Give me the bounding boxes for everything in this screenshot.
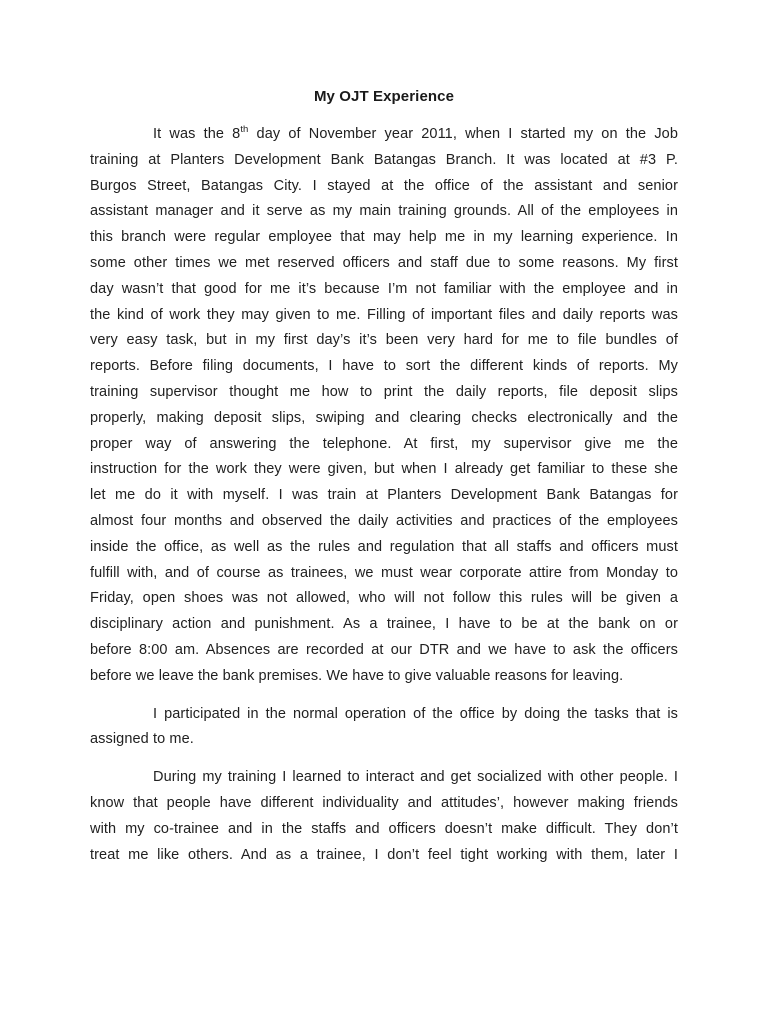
text-line: training supervisor thought me how to print the daily reports, file deposit slips	[90, 383, 678, 400]
paragraph	[90, 122, 678, 690]
text-line: assigned to me.	[90, 731, 194, 748]
text-line: day wasn’t that good for me it’s because I’m not familiar with the employee and in	[90, 280, 678, 297]
document-content	[90, 84, 678, 880]
document-body	[90, 122, 678, 868]
paragraph	[90, 702, 678, 754]
text-line: I participated in the normal operation of the office by doing the tasks that is	[153, 705, 678, 722]
text-line: some other times we met reserved officers and staff due to some reasons. My first	[90, 254, 678, 271]
superscript-text: th	[240, 124, 249, 136]
text-line: properly, making deposit slips, swiping and clearing checks electronically and the	[90, 409, 678, 426]
paragraph	[90, 765, 678, 868]
text-line: Burgos Street, Batangas City. I stayed at the office of the assistant and senior	[90, 177, 678, 194]
text-line: fulfill with, and of course as trainees, we must wear corporate attire from Monday to	[90, 564, 678, 581]
text-line: before 8:00 am. Absences are recorded at our DTR and we have to ask the officers	[90, 641, 678, 658]
text-line: assistant manager and it serve as my main training grounds. All of the employees in	[90, 203, 678, 220]
text-line: very easy task, but in my first day’s it’s been very hard for me to file bundles of	[90, 332, 678, 349]
text-line: treat me like others. And as a trainee, I don’t feel tight working with them, later I	[90, 846, 678, 863]
text-line: almost four months and observed the daily activities and practices of the employees	[90, 512, 678, 529]
text-line: Friday, open shoes was not allowed, who will not follow this rules will be given a	[90, 590, 678, 607]
text-line: inside the office, as well as the rules and regulation that all staffs and officers must	[90, 538, 678, 555]
text-line: the kind of work they may given to me. Filling of important files and daily reports was	[90, 306, 678, 323]
text-line: proper way of answering the telephone. At first, my supervisor give me the	[90, 435, 678, 452]
text-line: reports. Before filing documents, I have to sort the different kinds of reports. My	[90, 358, 678, 375]
text-line: disciplinary action and punishment. As a trainee, I have to be at the bank on or	[90, 616, 678, 633]
text-line: before we leave the bank premises. We have to give valuable reasons for leaving.	[90, 667, 624, 684]
text-line: this branch were regular employee that may help me in my learning experience. In	[90, 229, 678, 246]
text-line: let me do it with myself. I was train at Planters Development Bank Batangas for	[90, 487, 678, 504]
text-line: During my training I learned to interact and get socialized with other people. I	[153, 769, 678, 786]
text-line: with my co-trainee and in the staffs and officers doesn’t make difficult. They don’t	[90, 820, 678, 837]
text-line: instruction for the work they were given, but when I already get familiar to these she	[90, 461, 678, 478]
document-title: My OJT Experience	[313, 88, 455, 105]
text-line: training at Planters Development Bank Batangas Branch. It was located at #3 P.	[90, 151, 678, 168]
text-line: know that people have different individuality and attitudes’, however making friends	[90, 794, 678, 811]
text-line: It was the 8th day of November year 2011, when I started my on the Job	[153, 124, 678, 142]
